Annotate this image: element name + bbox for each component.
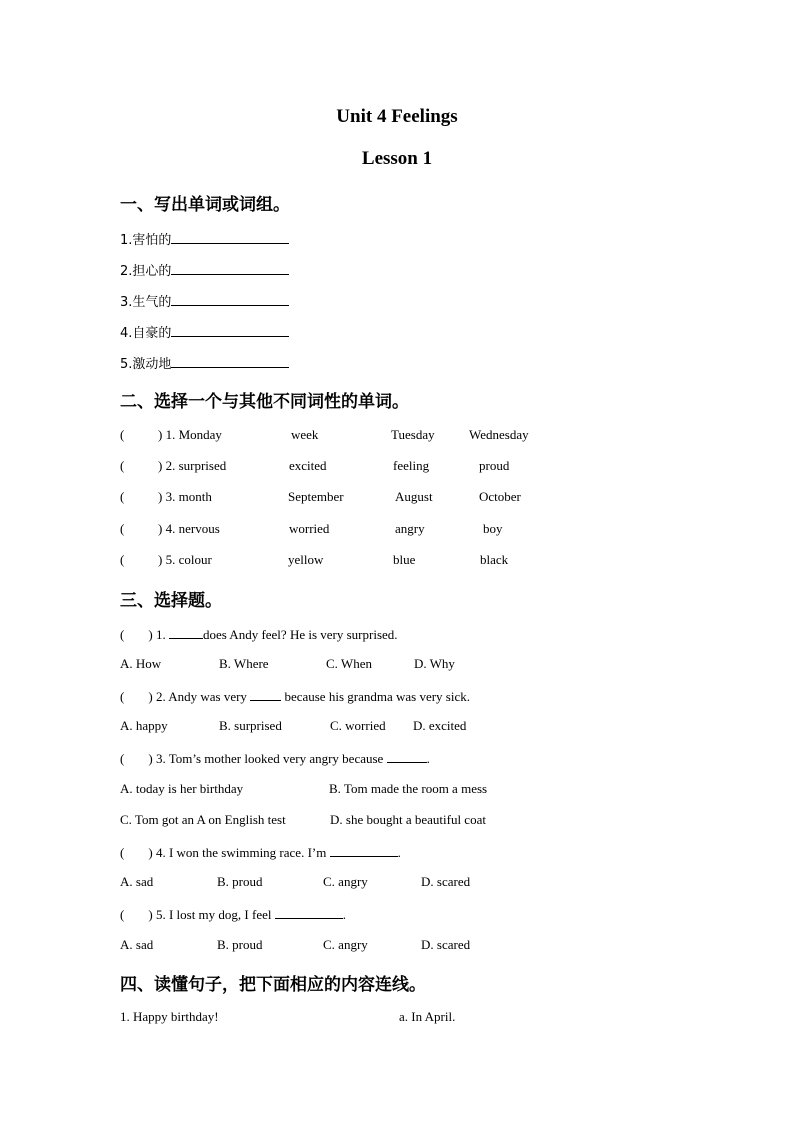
answer-blank[interactable] [171,261,289,275]
answer-bracket-open[interactable]: ( [120,689,125,704]
answer-bracket-close: ) [148,627,153,642]
option-a[interactable]: A. today is her birthday [120,781,244,796]
vocab-item-4 [120,322,289,341]
mcq-question-5 [120,905,346,923]
answer-bracket-close: ) [158,458,163,473]
vocab-prompt: 1.害怕的 [120,233,172,248]
section4-heading: 四、读懂句子，把下面相应的内容连线。 [120,975,426,995]
answer-bracket-open[interactable]: ( [120,907,125,922]
option-d[interactable]: D. excited [413,718,467,733]
question-text: because his grandma was very sick. [284,689,470,704]
question-text [158,521,220,537]
choice-word: August [395,489,433,504]
option-d[interactable]: D. scared [421,937,471,952]
answer-blank[interactable] [250,687,281,701]
choice-word: Tuesday [391,427,435,442]
answer-blank[interactable] [171,292,289,306]
choice-word: excited [289,458,327,473]
vocab-item-5 [120,353,289,372]
question-text [158,427,222,443]
answer-bracket-close: ) [148,689,153,704]
vocab-prompt: 2.担心的 [120,264,172,279]
option-c[interactable]: C. worried [330,718,386,733]
answer-bracket-close: ) [158,427,163,442]
question-word: 1. Monday [165,427,222,442]
question-word: 4. nervous [165,521,220,536]
question-word: 5. colour [165,552,212,567]
question-text [158,458,226,474]
vocab-prompt: 4.自豪的 [120,326,172,341]
choice-word: yellow [288,552,324,567]
question-text [158,552,212,568]
answer-bracket-close: ) [148,845,153,860]
answer-bracket-close: ) [158,521,163,536]
question-text: does Andy feel? He is very surprised. [202,627,398,642]
page-title: Unit 4 Feelings [336,106,458,127]
answer-blank[interactable] [169,625,203,639]
section3-heading: 三、选择题。 [120,591,222,611]
answer-blank[interactable] [171,354,289,368]
choice-word: blue [393,552,416,567]
vocab-item-2 [120,260,289,279]
option-b[interactable]: B. Tom made the room a mess [329,781,488,796]
option-c[interactable]: C. angry [323,874,368,889]
answer-bracket-open[interactable]: ( [120,627,125,642]
choice-word: October [479,489,521,504]
choice-word: proud [479,458,510,473]
question-text: 3. Tom’s mother looked very angry because [155,751,384,766]
mcq-question-4 [120,843,401,861]
question-text: 2. Andy was very [155,689,247,704]
question-word: 2. surprised [165,458,227,473]
option-d[interactable]: D. she bought a beautiful coat [330,812,486,827]
choice-word: Wednesday [469,427,529,442]
answer-blank[interactable] [387,749,427,763]
answer-bracket-open[interactable]: ( [120,427,125,442]
choice-word: September [288,489,344,504]
answer-bracket-close: ) [158,489,163,504]
answer-blank[interactable] [330,843,398,857]
option-a[interactable]: A. sad [120,874,154,889]
option-a[interactable]: A. happy [120,718,168,733]
option-c[interactable]: C. When [326,656,372,671]
choice-word: angry [395,521,425,536]
section2-heading: 二、选择一个与其他不同词性的单词。 [120,392,409,412]
option-d[interactable]: D. Why [414,656,455,671]
mcq-question-2 [120,687,470,705]
option-a[interactable]: A. How [120,656,162,671]
question-text: 5. I lost my dog, I feel [155,907,272,922]
question-text [158,489,212,505]
answer-bracket-close: ) [148,907,153,922]
vocab-item-3 [120,291,289,310]
option-b[interactable]: B. surprised [219,718,282,733]
mcq-question-1 [120,625,398,643]
vocab-item-1 [120,229,289,248]
mcq-question-3 [120,749,430,767]
option-d[interactable]: D. scared [421,874,471,889]
question-text: . [426,751,430,766]
answer-bracket-open[interactable]: ( [120,845,125,860]
option-b[interactable]: B. proud [217,937,263,952]
choice-word: week [291,427,319,442]
question-word: 3. month [165,489,212,504]
question-number: 1. [155,627,166,642]
answer-bracket-open[interactable]: ( [120,751,125,766]
answer-bracket-open[interactable]: ( [120,552,125,567]
answer-blank[interactable] [171,323,289,337]
section1-heading: 一、写出单词或词组。 [120,195,290,215]
question-text: 4. I won the swimming race. I’m [155,845,327,860]
vocab-prompt: 3.生气的 [120,295,172,310]
choice-word: worried [289,521,330,536]
option-c[interactable]: C. Tom got an A on English test [120,812,286,827]
option-c[interactable]: C. angry [323,937,368,952]
match-left-item-1[interactable]: 1. Happy birthday! [120,1009,219,1024]
answer-bracket-open[interactable]: ( [120,521,125,536]
question-text: . [397,845,401,860]
option-a[interactable]: A. sad [120,937,154,952]
option-b[interactable]: B. proud [217,874,263,889]
choice-word: black [480,552,509,567]
answer-bracket-open[interactable]: ( [120,489,125,504]
answer-blank[interactable] [171,230,289,244]
page-subtitle: Lesson 1 [361,148,433,169]
answer-blank[interactable] [275,905,343,919]
choice-word: boy [483,521,503,536]
match-right-item-a[interactable]: a. In April. [399,1009,456,1024]
vocab-prompt: 5.激动地 [120,357,172,372]
option-b[interactable]: B. Where [219,656,269,671]
answer-bracket-open[interactable]: ( [120,458,125,473]
answer-bracket-close: ) [158,552,163,567]
question-text: . [342,907,346,922]
answer-bracket-close: ) [148,751,153,766]
choice-word: feeling [393,458,430,473]
